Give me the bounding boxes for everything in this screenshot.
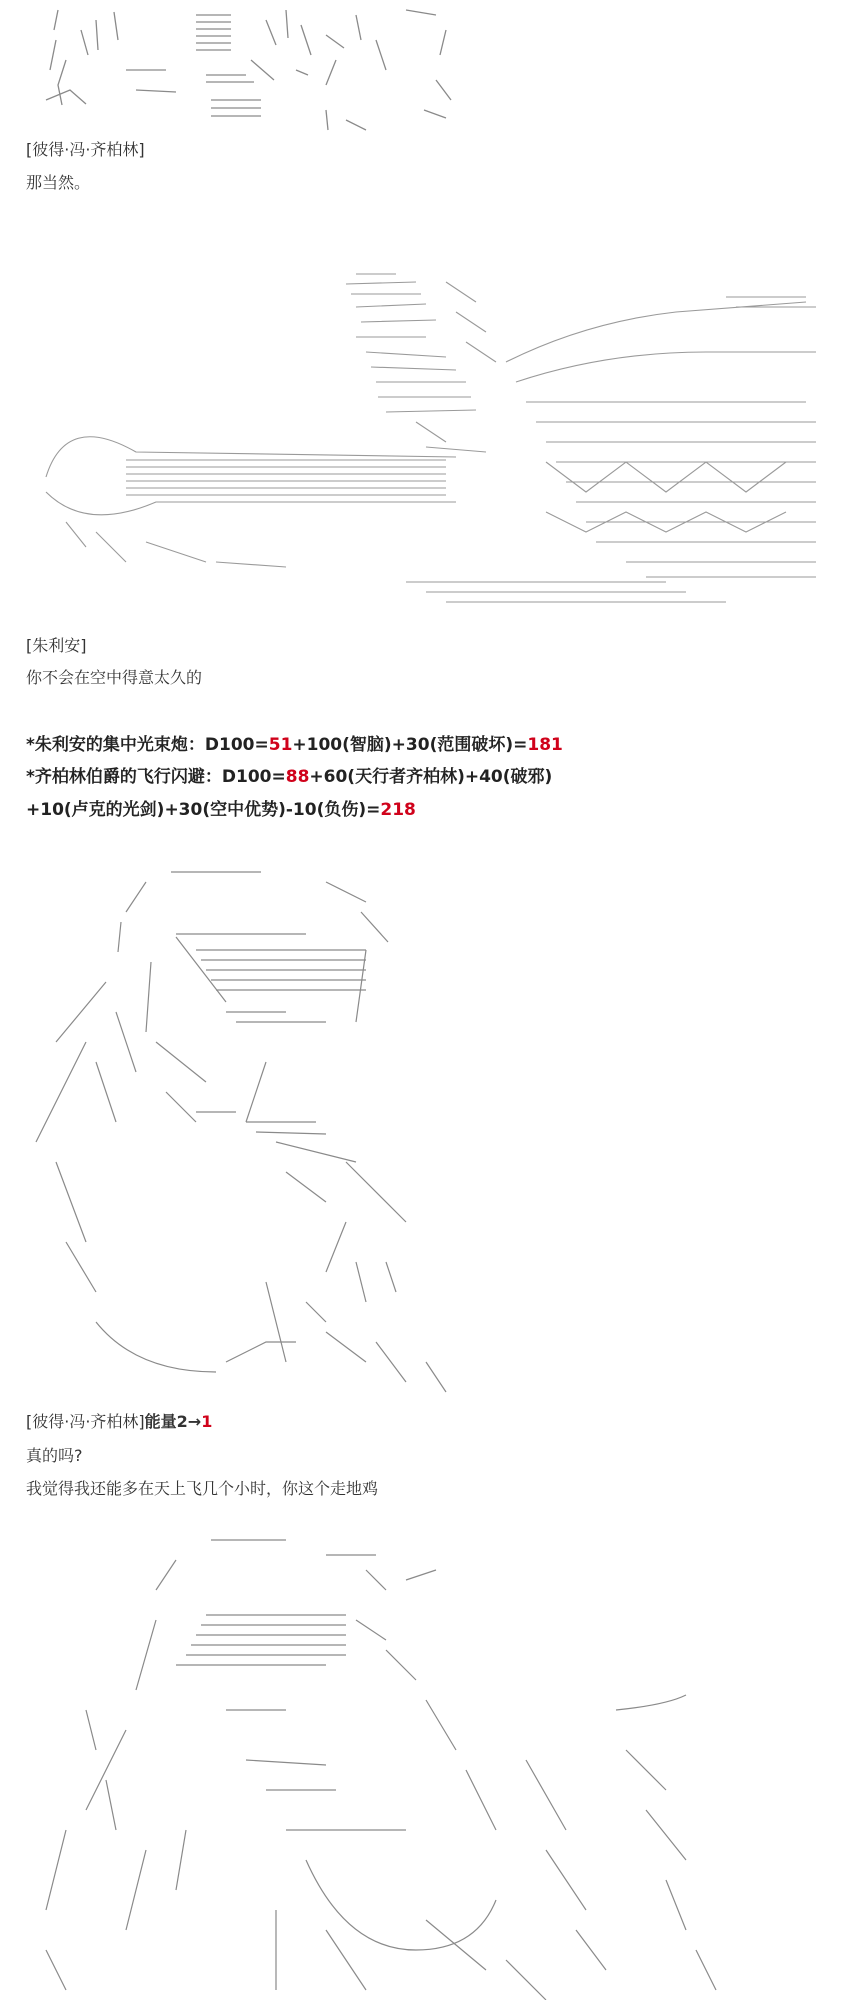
speaker-tag: [彼得·冯·齐柏林] <box>26 1412 145 1431</box>
roll-total: 181 <box>527 735 563 755</box>
energy-label: 能量2→ <box>144 1412 202 1431</box>
ascii-art-illustration-4 <box>26 1530 726 2000</box>
dialogue-line: 那当然。 <box>26 173 91 192</box>
roll-value: 88 <box>285 767 310 787</box>
roll-line-zeppelin: *齐柏林伯爵的飞行闪避：D100=88+60(天行者齐柏林)+40(破邪) <box>26 767 553 787</box>
speaker-tag: [彼得·冯·齐柏林] <box>26 140 145 159</box>
dialogue-line: 真的吗? <box>26 1446 83 1465</box>
roll-total: 218 <box>380 800 416 820</box>
roll-line-zeppelin-cont: +10(卢克的光剑)+30(空中优势)-10(负伤)=218 <box>26 800 416 820</box>
ascii-art-illustration-3 <box>26 862 486 1410</box>
dialogue-line: 我觉得我还能多在天上飞几个小时，你这个走地鸡 <box>26 1479 379 1498</box>
roll-line-julian: *朱利安的集中光束炮：D100=51+100(智脑)+30(范围破坏)=181 <box>26 735 563 755</box>
energy-value: 1 <box>201 1412 213 1431</box>
dialogue-line: 你不会在空中得意太久的 <box>26 668 203 687</box>
speaker-tag: [朱利安] <box>26 636 87 655</box>
roll-value: 51 <box>268 735 293 755</box>
speaker-line <box>26 1412 212 1432</box>
ascii-art-illustration-2 <box>26 262 832 614</box>
ascii-art-illustration-1 <box>26 0 456 140</box>
